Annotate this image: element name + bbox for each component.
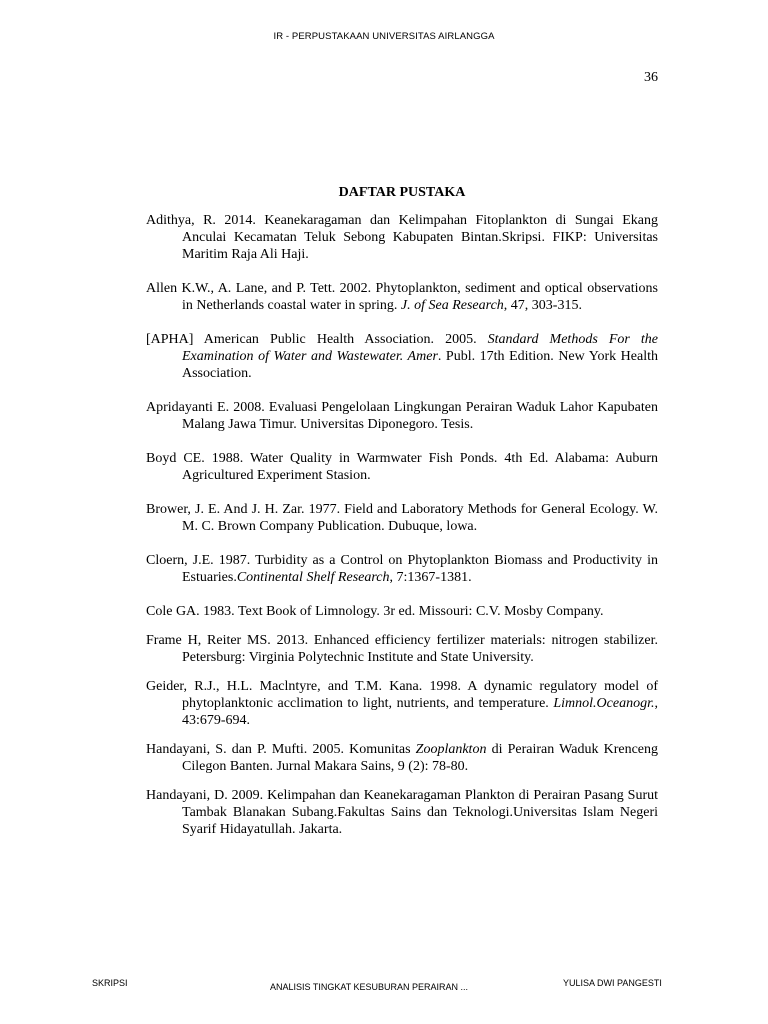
reference-text: . Publ. 17th Edition. New York Health Association. (182, 349, 659, 381)
reference-item: Apridayanti E. 2008. Evaluasi Pengelolaan Lingkungan Perairan Waduk Lahor Kapubaten Malang Jawa Timur. Universitas Diponegoro. Tesis. (146, 400, 658, 432)
page-number: 36 (644, 70, 658, 85)
footer-center: ANALISIS TINGKAT KESUBURAN PERAIRAN ... (270, 982, 469, 992)
reference-item: Handayani, D. 2009. Kelimpahan dan Keanekaragaman Plankton di Perairan Pasang Surut Tambak Blanakan Subang.Fakultas Sains dan Teknologi.Universitas Islam Negeri Syarif Hidayatullah. Jakarta. (146, 788, 658, 837)
journal-title: J. of Sea Research (400, 298, 504, 313)
reference-item (146, 552, 658, 586)
reference-text: [APHA] American Public Health Association. 2005. (146, 332, 488, 347)
page-title: DAFTAR PUSTAKA (338, 185, 466, 200)
taxon-name: Zooplankton (415, 742, 487, 757)
reference-text: Handayani, S. dan P. Mufti. 2005. Komunitas (146, 742, 416, 757)
reference-item: Adithya, R. 2014. Keanekaragaman dan Kelimpahan Fitoplankton di Sungai Ekang Anculai Kecamatan Teluk Sebong Kabupaten Bintan.Skripsi. FIKP: Universitas Maritim Raja Ali Haji. (146, 213, 658, 262)
book-title: Standard Methods For the Examination of Water and Wastewater. Amer (182, 332, 658, 364)
reference-text: , 47, 303-315. (503, 298, 582, 313)
reference-item (146, 678, 658, 729)
reference-item (146, 741, 658, 775)
journal-title: Continental Shelf Research (236, 570, 390, 585)
reference-item: Brower, J. E. And J. H. Zar. 1977. Field and Laboratory Methods for General Ecology. W. M. C. Brown Company Publication. Dubuque, lowa. (146, 502, 658, 534)
footer-right: YULISA DWI PANGESTI (563, 978, 662, 988)
repository-header: IR - PERPUSTAKAAN UNIVERSITAS AIRLANGGA (273, 31, 495, 42)
reference-item: Cole GA. 1983. Text Book of Limnology. 3r ed. Missouri: C.V. Mosby Company. (146, 604, 604, 619)
reference-item (146, 280, 658, 314)
reference-item: Boyd CE. 1988. Water Quality in Warmwater Fish Ponds. 4th Ed. Alabama: Auburn Agricultured Experiment Stasion. (146, 451, 658, 483)
journal-title: Limnol.Oceanogr. (553, 696, 655, 711)
reference-text: , 43:679-694. (182, 696, 658, 728)
reference-list (146, 212, 658, 838)
footer-left: SKRIPSI (92, 978, 128, 988)
reference-item: Frame H, Reiter MS. 2013. Enhanced efficiency fertilizer materials: nitrogen stabilizer. Petersburg: Virginia Polytechnic Institute and State University. (146, 633, 658, 665)
reference-text: Geider, R.J., H.L. Maclntyre, and T.M. Kana. 1998. A dynamic regulatory model of phytoplanktonic acclimation to light, nutrients, and temperature. (146, 679, 658, 711)
reference-item (146, 331, 658, 382)
reference-text: , 7:1367-1381. (389, 570, 472, 585)
reference-text: Allen K.W., A. Lane, and P. Tett. 2002. Phytoplankton, sediment and optical observations in Netherlands coastal water in spring. (146, 281, 658, 313)
reference-text: di Perairan Waduk Krenceng Cilegon Banten. Jurnal Makara Sains, 9 (2): 78-80. (182, 742, 658, 774)
reference-text: Cloern, J.E. 1987. Turbidity as a Control on Phytoplankton Biomass and Productivity in Estuaries. (146, 553, 658, 585)
